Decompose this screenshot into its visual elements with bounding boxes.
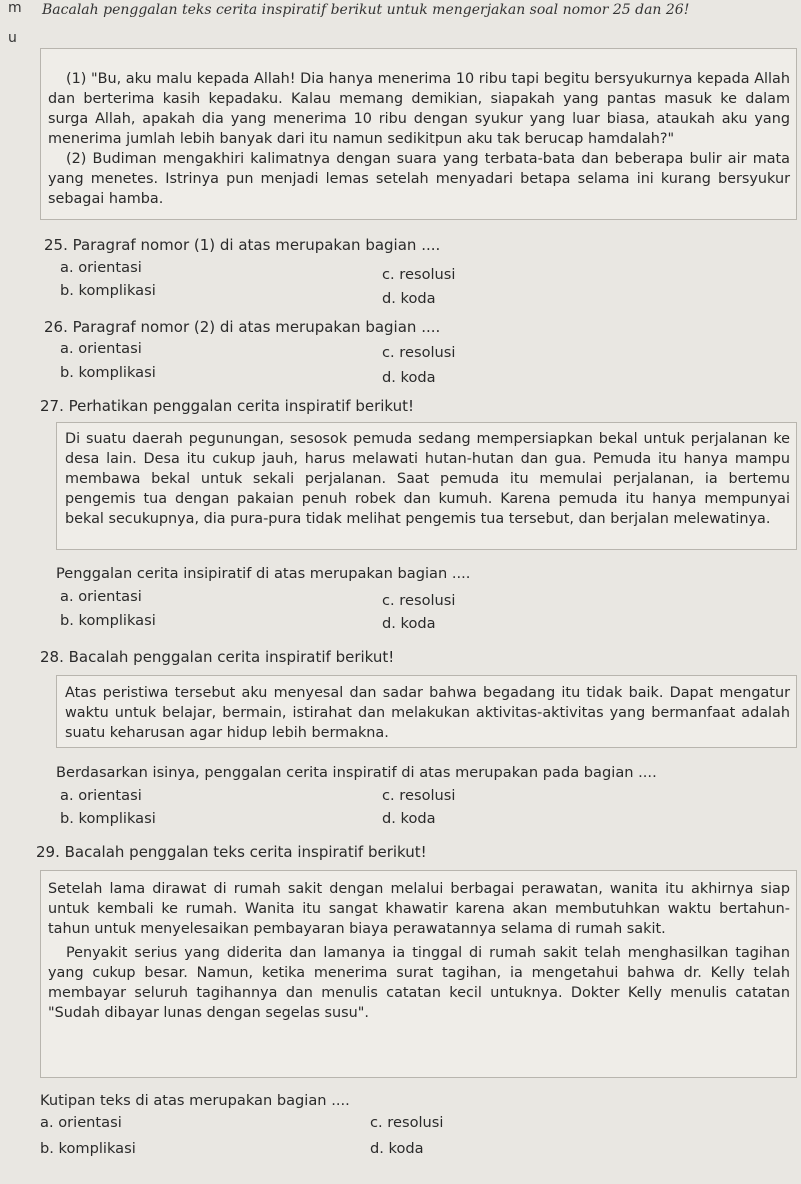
- question-29: 29. Bacalah penggalan teks cerita inspiratif berikut!: [36, 843, 427, 861]
- q29-paragraph-1: Setelah lama dirawat di rumah sakit dengan melalui berbagai perawatan, wanita itu akhirnya siap untuk kembali ke rumah. Wanita itu sangat khawatir karena akan membutuhkan waktu bertahun-tahun untuk menyelesaikan pembayaran biaya perawatannya selama di rumah sakit.: [48, 881, 790, 937]
- q25-option-d: d. koda: [382, 290, 436, 307]
- q26-option-a: a. orientasi: [60, 340, 142, 357]
- q29-question: Kutipan teks di atas merupakan bagian ....: [40, 1092, 350, 1109]
- q27-question: Penggalan cerita insipiratif di atas merupakan bagian ....: [56, 565, 471, 582]
- q25-option-c: c. resolusi: [382, 266, 456, 283]
- q28-option-a: a. orientasi: [60, 787, 142, 804]
- q25-option-a: a. orientasi: [60, 259, 142, 276]
- q26-option-d: d. koda: [382, 369, 436, 386]
- instruction-heading: Bacalah penggalan teks cerita inspiratif berikut untuk mengerjakan soal nomor 25 dan 26!: [42, 2, 690, 18]
- passage-box-28: [56, 675, 797, 748]
- passage1-paragraph-1: (1) "Bu, aku malu kepada Allah! Dia hanya menerima 10 ribu tapi begitu bersyukurnya kepada Allah dan berterima kasih kepadaku. Kalau memang demikian, siapakah yang pantas masuk ke dalam surga Allah, apakah dia yang menerima 10 ribu dengan syukur yang luar biasa, ataukah aku yang menerima jumlah lebih banyak dari itu namun sedikitpun aku tak berucap hamdalah?": [48, 71, 790, 147]
- q26-option-b: b. komplikasi: [60, 364, 156, 381]
- q28-option-b: b. komplikasi: [60, 810, 156, 827]
- question-27: 27. Perhatikan penggalan cerita inspiratif berikut!: [40, 397, 415, 415]
- question-26: 26. Paragraf nomor (2) di atas merupakan bagian ....: [44, 318, 441, 336]
- q25-option-b: b. komplikasi: [60, 282, 156, 299]
- q27-passage: Di suatu daerah pegunungan, sesosok pemuda sedang mempersiapkan bekal untuk perjalanan ke desa lain. Desa itu cukup jauh, harus melawati hutan-hutan dan gua. Pemuda itu hanya mampu membawa bekal untuk sekali perjalanan. Saat pemuda itu memulai perjalanan, ia bertemu pengemis tua dengan pakaian penuh robek dan kumuh. Karena pemuda itu hanya mempunyai bekal secukupnya, dia pura-pura tidak melihat pengemis tua tersebut, dan berjalan melewatinya.: [65, 431, 790, 527]
- q29-paragraph-2: Penyakit serius yang diderita dan lamanya ia tinggal di rumah sakit telah menghasilkan tagihan yang cukup besar. Namun, ketika menerima surat tagihan, ia mengetahui bahwa dr. Kelly telah membayar seluruh tagihannya dan menulis catatan kecil untuknya. Dokter Kelly menulis catatan "Sudah dibayar lunas dengan segelas susu".: [48, 945, 790, 1021]
- passage-box-29: [40, 870, 797, 1078]
- passage1-paragraph-2: (2) Budiman mengakhiri kalimatnya dengan suara yang terbata-bata dan beberapa bulir air mata yang menetes. Istrinya pun menjadi lemas setelah menyadari betapa selama ini kurang bersyukur sebagai hamba.: [48, 151, 790, 207]
- q29-option-c: c. resolusi: [370, 1114, 444, 1131]
- question-25: 25. Paragraf nomor (1) di atas merupakan bagian ....: [44, 236, 441, 254]
- q29-option-b: b. komplikasi: [40, 1140, 136, 1157]
- question-28: 28. Bacalah penggalan cerita inspiratif berikut!: [40, 648, 395, 666]
- q28-option-d: d. koda: [382, 810, 436, 827]
- margin-mark-u: u: [8, 30, 17, 46]
- q26-option-c: c. resolusi: [382, 344, 456, 361]
- passage-box-1: [40, 48, 797, 220]
- margin-mark-m: m: [8, 0, 22, 16]
- q27-option-b: b. komplikasi: [60, 612, 156, 629]
- q28-passage: Atas peristiwa tersebut aku menyesal dan sadar bahwa begadang itu tidak baik. Dapat mengatur waktu untuk belajar, bermain, istirahat dan melakukan aktivitas-aktivitas yang bermanfaat adalah suatu keharusan agar hidup lebih bermakna.: [65, 685, 790, 741]
- q28-question: Berdasarkan isinya, penggalan cerita inspiratif di atas merupakan pada bagian ....: [56, 764, 657, 781]
- q27-option-a: a. orientasi: [60, 588, 142, 605]
- q28-option-c: c. resolusi: [382, 787, 456, 804]
- q29-option-d: d. koda: [370, 1140, 424, 1157]
- passage-box-27: [56, 422, 797, 550]
- q29-option-a: a. orientasi: [40, 1114, 122, 1131]
- q27-option-c: c. resolusi: [382, 592, 456, 609]
- q27-option-d: d. koda: [382, 615, 436, 632]
